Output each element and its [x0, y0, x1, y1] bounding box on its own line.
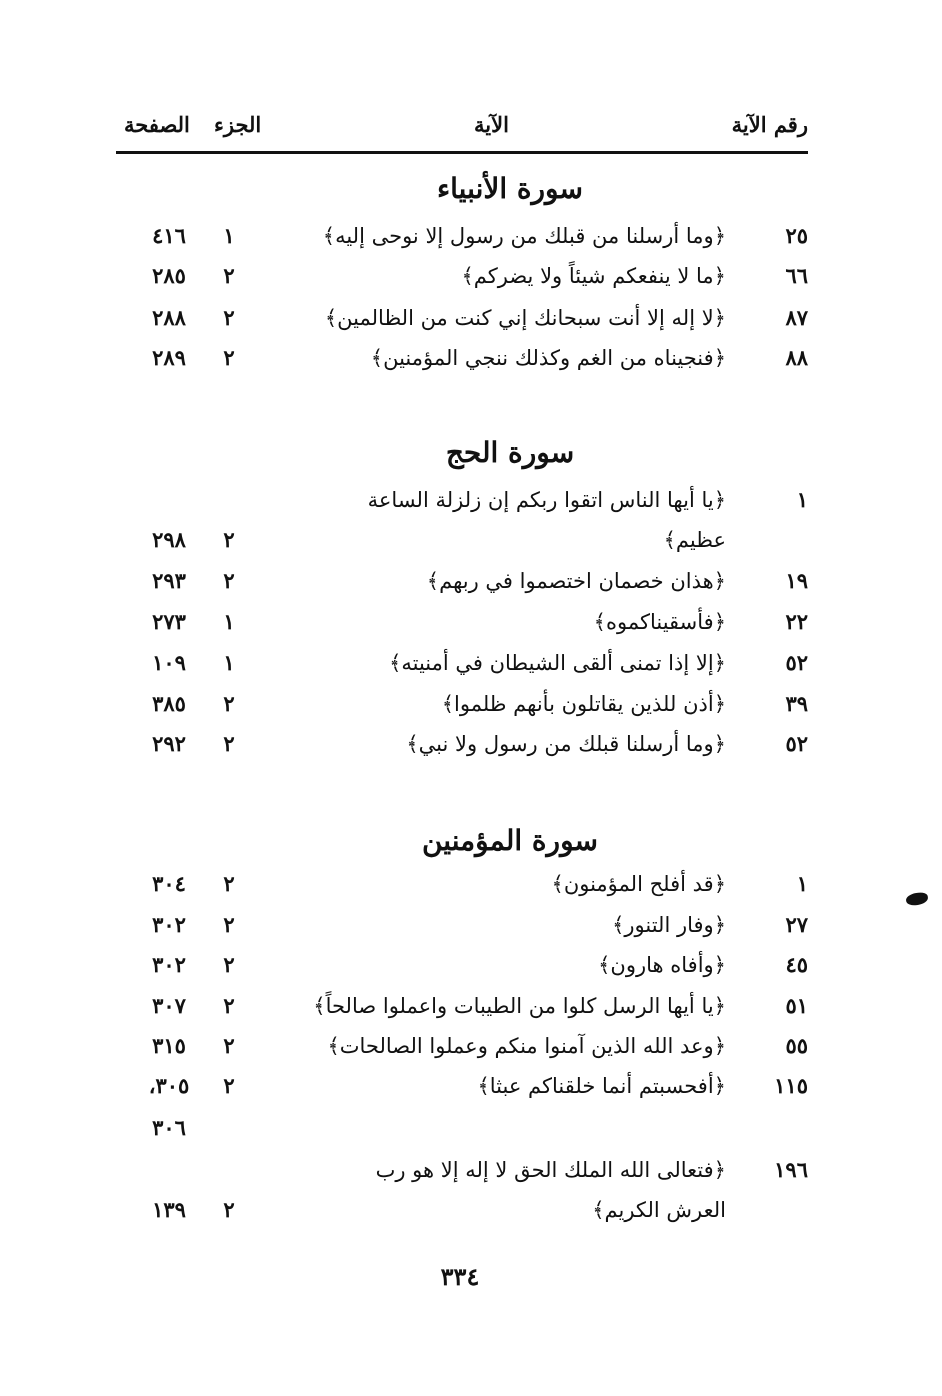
page-number: ٢٨٩ [152, 345, 186, 370]
ayah-text: العرش الكريم﴾ [592, 1198, 726, 1222]
page-number: ٣٠٥، [148, 1073, 190, 1098]
juz-number: ٢ [223, 871, 235, 896]
ayah-text: عظيم﴾ [663, 528, 726, 552]
page-number: ٣٠٤ [152, 871, 186, 896]
index-row [116, 905, 808, 945]
ayah-number: ٤٥ [785, 952, 808, 977]
ayah-number: ٣٩ [785, 691, 808, 716]
page-number: ٣٠٢ [152, 912, 186, 937]
page-number: ٢٨٨ [152, 305, 186, 330]
index-row [116, 338, 808, 378]
ayah-number: ١٩٦ [774, 1157, 808, 1182]
index-row [116, 1066, 808, 1106]
index-row [116, 561, 808, 601]
ayah-text: ﴿يا أيها الناس اتقوا ربكم إن زلزلة الساعة [367, 488, 726, 512]
page-number: ١٠٩ [152, 650, 186, 675]
ayah-text: ﴿لا إله إلا أنت سبحانك إني كنت من الظالمين﴾ [324, 306, 726, 330]
ayah-number: ٥٢ [785, 731, 808, 756]
header-ayah-number: رقم الآية [731, 112, 808, 137]
index-row [116, 684, 808, 724]
page-number: ٣٠٦ [152, 1115, 186, 1140]
index-row [116, 1026, 808, 1066]
juz-number: ٢ [223, 305, 235, 330]
ayah-text: ﴿أذن للذين يقاتلون بأنهم ظلموا﴾ [441, 692, 726, 716]
juz-number: ٢ [223, 1033, 235, 1058]
ayah-number: ٢٥ [785, 223, 808, 248]
ayah-text: ﴿إلا إذا تمنى ألقى الشيطان في أمنيته﴾ [389, 651, 726, 675]
index-row [116, 520, 808, 560]
juz-number: ٢ [223, 1073, 235, 1098]
ayah-number: ٨٧ [785, 305, 808, 330]
index-row [116, 724, 808, 764]
page-number: ٣٨٥ [152, 691, 186, 716]
ayah-number: ١١٥ [774, 1073, 808, 1098]
ayah-text: ﴿ما لا ينفعكم شيئاً ولا يضركم﴾ [461, 264, 726, 288]
page-number: ٣٠٧ [152, 993, 186, 1018]
page-number: ٤١٦ [152, 223, 186, 248]
ayah-number: ٢٢ [785, 609, 808, 634]
juz-number: ٢ [223, 731, 235, 756]
juz-number: ٢ [223, 1197, 235, 1222]
index-row [116, 945, 808, 985]
juz-number: ٢ [223, 527, 235, 552]
juz-number: ٢ [223, 912, 235, 937]
ayah-text: ﴿فأسقيناكموه﴾ [593, 610, 726, 634]
ayah-text: ﴿وفار التنور﴾ [612, 913, 726, 937]
ayah-number: ٨٨ [785, 345, 808, 370]
index-row [116, 864, 808, 904]
index-row [116, 256, 808, 296]
ayah-text: ﴿فنجيناه من الغم وكذلك ننجي المؤمنين﴾ [370, 346, 726, 370]
page-number: ١٣٩ [152, 1197, 186, 1222]
surah-title: سورة المؤمنين [421, 824, 599, 857]
folio-page-number: ٣٣٤ [440, 1262, 480, 1291]
ayah-text: ﴿هذان خصمان اختصموا في ربهم﴾ [426, 569, 726, 593]
index-row [116, 602, 808, 642]
page-number: ٢٧٣ [152, 609, 186, 634]
index-row [116, 480, 808, 520]
ayah-text: ﴿وما أرسلنا قبلك من رسول ولا نبي﴾ [406, 732, 726, 756]
juz-number: ٢ [223, 952, 235, 977]
header-ayah: الآية [474, 112, 509, 137]
surah-title: سورة الأنبياء [436, 172, 583, 205]
page-number: ٢٩٢ [152, 731, 186, 756]
juz-number: ٢ [223, 568, 235, 593]
juz-number: ٢ [223, 993, 235, 1018]
ayah-text: ﴿وما أرسلنا من قبلك من رسول إلا نوحى إليه﴾ [322, 224, 726, 248]
ayah-text: ﴿وعد الله الذين آمنوا منكم وعملوا الصالحات﴾ [327, 1034, 726, 1058]
index-row [116, 643, 808, 683]
header-page: الصفحة [124, 112, 190, 137]
ink-blot [905, 892, 928, 907]
ayah-number: ١ [796, 871, 808, 896]
juz-number: ٢ [223, 691, 235, 716]
header-rule [116, 151, 808, 154]
juz-number: ١ [223, 609, 235, 634]
ayah-number: ٢٧ [785, 912, 808, 937]
juz-number: ١ [223, 223, 235, 248]
page-number: ٣٠٢ [152, 952, 186, 977]
page-number: ٣١٥ [152, 1033, 186, 1058]
ayah-text: ﴿يا أيها الرسل كلوا من الطيبات واعملوا صالحاً﴾ [313, 994, 726, 1018]
ayah-number: ١ [796, 487, 808, 512]
surah-title: سورة الحج [445, 436, 575, 469]
ayah-number: ٦٦ [785, 263, 808, 288]
ayah-text: ﴿قد أفلح المؤمنون﴾ [551, 872, 726, 896]
page-number: ٢٨٥ [152, 263, 186, 288]
ayah-text: ﴿أفحسبتم أنما خلقناكم عبثا﴾ [477, 1074, 726, 1098]
index-row [116, 1190, 808, 1230]
index-row [116, 1150, 808, 1190]
header-juz: الجزء [214, 112, 262, 137]
ayah-text: ﴿وأفاه هارون﴾ [598, 953, 726, 977]
juz-number: ٢ [223, 263, 235, 288]
ayah-number: ٥٥ [785, 1033, 808, 1058]
ayah-number: ٥٢ [785, 650, 808, 675]
ayah-number: ١٩ [785, 568, 808, 593]
ayah-number: ٥١ [785, 993, 808, 1018]
juz-number: ١ [223, 650, 235, 675]
ayah-text: ﴿فتعالى الله الملك الحق لا إله إلا هو رب [375, 1158, 726, 1182]
index-row [116, 1108, 808, 1148]
index-row [116, 298, 808, 338]
juz-number: ٢ [223, 345, 235, 370]
page-number: ٢٩٣ [152, 568, 186, 593]
page-number: ٢٩٨ [152, 527, 186, 552]
index-row [116, 986, 808, 1026]
index-row [116, 216, 808, 256]
